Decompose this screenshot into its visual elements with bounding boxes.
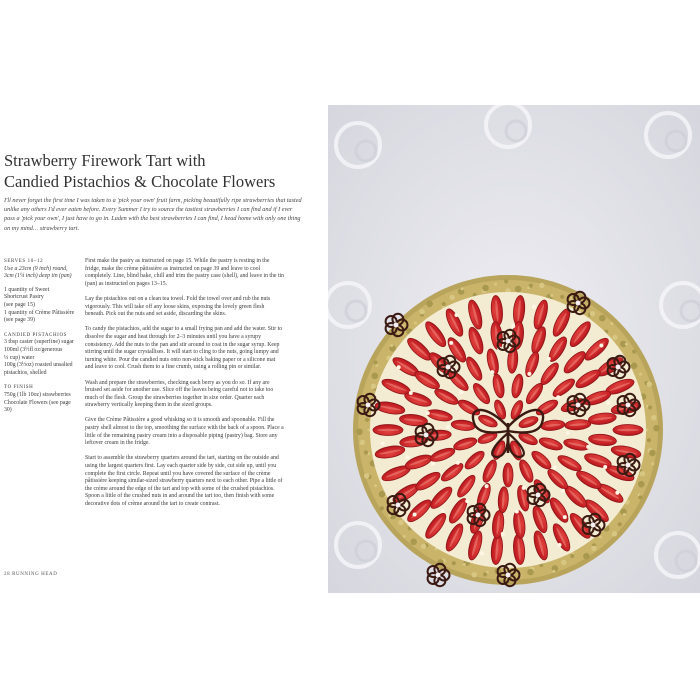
- sugar-pearl: [424, 433, 429, 438]
- pistachio-crumb: [612, 335, 617, 340]
- ingredient-line: 1 quantity of Sweet: [4, 286, 50, 293]
- method-paragraph: To candy the pistachios, add the sugar to a small frying pan and add the water. Stir to dissolve the sugar and heat through for 2–3 minutes until you have a syrupy consistency. Add the nuts to the pan and stir around to coat in the sugar syrup. Keep stirring until the sugar crystallises. It will start to cling to the nuts, going lumpy and turning white. Pour the candied nuts onto non-stick baking paper or a silicone mat and leave to cool. Crush them to a fine crumb, using a rolling pin or similar.: [85, 326, 283, 371]
- method-paragraph: Lay the pistachios out on a clean tea towel. Fold the towel over and rub the nuts vigorously. This will take off any loose skins, exposing the lovely green flesh beneath. Pick out the nuts and set aside, discarding the skins.: [85, 295, 271, 318]
- strawberry-slice-highlight: [507, 467, 509, 483]
- sugar-pearl: [626, 403, 631, 408]
- cream-dot: [449, 341, 453, 345]
- ingredient-line: Shortcrust Pastry: [4, 294, 44, 301]
- pistachio-crumb: [450, 295, 455, 300]
- cream-dot: [480, 551, 484, 555]
- pistachio-crumb: [364, 473, 369, 478]
- method-paragraph: First make the pastry as instructed on page 15. While the pastry is resting in the fridge, make the crème pâtissière as instructed on page 39 and leave to cool completely. Line, blind bake, chill and trim the pastry case (shell), and leave in the tin (pan) as instructed on pages 13–15.: [85, 258, 285, 287]
- pistachio-crumb: [414, 322, 417, 325]
- pistachio-crumb: [472, 572, 477, 577]
- strawberry-slice-highlight: [617, 429, 639, 431]
- pistachio-crumb: [371, 384, 376, 389]
- pistachio-crumb: [410, 539, 417, 546]
- pistachio-crumb: [631, 363, 638, 370]
- pistachio-crumb: [647, 438, 651, 442]
- cream-dot: [397, 365, 401, 369]
- recipe-title-line-1: Strawberry Firework Tart with: [4, 151, 206, 170]
- cream-dot: [615, 491, 619, 495]
- cream-dot: [413, 513, 417, 517]
- ingredient-line: 3 tbsp caster (superfine) sugar: [4, 339, 74, 346]
- pistachio-crumb: [403, 535, 406, 538]
- pistachio-crumb: [539, 283, 544, 288]
- sugar-pearl: [576, 403, 581, 408]
- cream-dot: [571, 347, 575, 351]
- pistachio-crumb: [527, 569, 534, 576]
- left-page: [0, 0, 328, 700]
- cream-dot: [561, 489, 565, 493]
- cream-dot: [553, 466, 557, 470]
- pistachio-crumb: [561, 560, 566, 565]
- photo-page: [328, 105, 700, 593]
- sugar-pearl: [436, 573, 441, 578]
- pistachio-crumb: [625, 343, 628, 346]
- pistachio-crumb: [591, 546, 596, 551]
- cream-dot: [455, 313, 459, 317]
- sugar-pearl: [396, 503, 401, 508]
- candied-pistachios-label: CANDIED PISTACHIOS: [4, 332, 68, 338]
- pistachio-crumb: [651, 415, 656, 420]
- page-number: 28: [4, 572, 11, 577]
- pistachio-crumb: [612, 531, 617, 536]
- cream-dot: [406, 455, 410, 459]
- pistachio-crumb: [647, 381, 652, 386]
- cream-dot: [459, 390, 463, 394]
- pistachio-crumb: [421, 544, 426, 549]
- pistachio-crumb: [623, 513, 626, 516]
- pistachio-crumb: [649, 450, 656, 457]
- cream-dot: [522, 486, 526, 490]
- serves-label: SERVES 10–12: [4, 259, 44, 264]
- page-footer: [4, 572, 57, 577]
- pistachio-crumb: [599, 315, 606, 322]
- cream-dot: [606, 401, 610, 405]
- pistachio-crumb: [653, 425, 660, 432]
- cream-dot: [446, 425, 450, 429]
- pistachio-crumb: [452, 561, 456, 565]
- cream-dot: [547, 357, 551, 361]
- running-head: RUNNING HEAD: [12, 572, 58, 577]
- pistachio-crumb: [638, 495, 642, 499]
- pistachio-crumb: [463, 563, 466, 566]
- sugar-pearl: [616, 365, 621, 370]
- ingredient-line: 100g (3½oz) roasted unsalted: [4, 362, 73, 369]
- ingredient-line: (see page 15): [4, 301, 35, 308]
- pistachio-crumb: [461, 287, 464, 290]
- cream-dot: [586, 445, 590, 449]
- cream-dot: [527, 372, 531, 376]
- cream-dot: [511, 324, 515, 328]
- serves-line: Use a 23cm (9 inch) round,: [4, 265, 68, 272]
- pistachio-crumb: [419, 309, 424, 314]
- strawberry-tart-photo: [328, 105, 700, 593]
- ingredients-column: [4, 258, 80, 415]
- sugar-pearl: [476, 513, 481, 518]
- sugar-pearl: [591, 523, 596, 528]
- cream-dot: [603, 465, 607, 469]
- pistachio-crumb: [379, 491, 386, 498]
- pistachio-crumb: [618, 522, 622, 526]
- pistachio-crumb: [442, 302, 446, 306]
- pistachio-crumb: [494, 283, 497, 286]
- pistachio-crumb: [639, 373, 642, 376]
- cream-dot: [431, 462, 435, 466]
- cream-dot: [556, 395, 560, 399]
- strawberry-slice-highlight: [377, 429, 399, 431]
- pistachio-crumb: [374, 484, 377, 487]
- ingredient-line: 1 quantity of Crème Pâtissière: [4, 309, 75, 316]
- pistachio-crumb: [610, 322, 613, 325]
- cream-dot: [501, 532, 505, 536]
- pistachio-crumb: [529, 284, 533, 288]
- pistachio-crumb: [560, 295, 564, 299]
- pistachio-crumb: [388, 514, 391, 517]
- method-column: [85, 258, 285, 516]
- pistachio-crumb: [483, 572, 487, 576]
- cream-dot: [485, 484, 489, 488]
- cream-dot: [441, 509, 445, 513]
- pistachio-crumb: [632, 350, 636, 354]
- ingredient-line: pistachios, shelled: [4, 369, 47, 376]
- pistachio-crumb: [552, 570, 555, 573]
- recipe-intro: I'll never forget the first time I was taken to a 'pick your own' fruit farm, picking beautifully ripe strawberries that tasted unlike any others I'd ever eaten before. Every Summer I try to source the tastiest strawberries I can find and if I ever pass a 'pick your own', I just have to go in. Laden with the best strawberries I can find, I head home with only one thing on my mind… strawberry tart.: [4, 197, 302, 232]
- cream-dot: [566, 431, 570, 435]
- serves-line: 3cm (1¼ inch) deep tin (pan): [4, 273, 72, 280]
- pistachio-crumb: [504, 279, 508, 283]
- ingredient-line: 750g (1lb 10oz) strawberries: [4, 391, 71, 398]
- cream-dot: [532, 305, 536, 309]
- pistachio-crumb: [372, 373, 379, 380]
- ingredient-line: ⅓ cup) water: [4, 354, 35, 361]
- cream-dot: [456, 461, 460, 465]
- ingredient-line: 100ml (3½fl oz/generous: [4, 346, 63, 353]
- sugar-pearl: [446, 365, 451, 370]
- cream-dot: [558, 543, 562, 547]
- pistachio-crumb: [599, 536, 602, 539]
- pistachio-crumb: [651, 462, 654, 465]
- pistachio-crumb: [374, 360, 378, 364]
- cream-dot: [515, 510, 519, 514]
- pistachio-crumb: [426, 301, 433, 308]
- method-paragraph: Start to assemble the strawberry quarters around the tart, starting on the outside and using the largest quarters first. Lay each quarter side by side, cut side up, until you complete the first circle. Repeat until you have covered the surface of the crème pâtissière keeping similar-sized strawberry quarters next to each other. Pipe a little of the crème around the edge of the tart and top with some of the crushed pistachios. Spoon a little of the crushed nuts in and around the tart too, then finish with some decorative dots of crème around the tart to create contrast.: [85, 455, 283, 507]
- pistachio-crumb: [364, 450, 368, 454]
- sugar-pearl: [366, 403, 371, 408]
- pistachio-crumb: [356, 429, 363, 436]
- sugar-pearl: [506, 573, 511, 578]
- cream-dot: [465, 499, 469, 503]
- sugar-pearl: [536, 493, 541, 498]
- pistachio-crumb: [380, 506, 384, 510]
- cream-dot: [599, 344, 603, 348]
- sugar-pearl: [506, 339, 511, 344]
- method-paragraph: Wash and prepare the strawberries, checking each berry as you do so. If any are bruised set aside for another use. Slice off the leaves being careful not to take too much of the flesh. Group the strawberries together in size order. Quarter each strawberry vertically keeping them in the sized groups.: [85, 379, 274, 409]
- pistachio-crumb: [583, 553, 590, 560]
- pistachio-crumb: [590, 311, 595, 316]
- cream-dot: [563, 515, 567, 519]
- pistachio-crumb: [390, 344, 393, 347]
- pistachio-crumb: [515, 286, 522, 293]
- method-paragraph: Give the Crème Pâtissière a good whisking so it is smooth and spoonable. Fill the pastry shell almost to the top, smoothing the surface with the back of a spoon. Place a little of the remaining pastry cream into a disposable piping (pastry) bag. Store any leftover cream in the fridge.: [85, 417, 284, 447]
- cream-dot: [426, 411, 430, 415]
- cream-dot: [381, 442, 385, 446]
- pistachio-crumb: [482, 285, 489, 292]
- ingredient-line: (see page 39): [4, 317, 35, 324]
- pistachio-crumb: [398, 520, 403, 525]
- pistachio-crumb: [638, 481, 645, 488]
- ingredient-line: Chocolate Flowers (see page: [4, 399, 71, 406]
- recipe-title: [4, 150, 324, 192]
- pistachio-crumb: [550, 294, 553, 297]
- pistachio-crumb: [360, 440, 365, 445]
- pistachio-crumb: [640, 471, 645, 476]
- sugar-pearl: [626, 463, 631, 468]
- pistachio-crumb: [648, 405, 652, 409]
- cream-dot: [409, 391, 413, 395]
- pistachio-crumb: [365, 418, 369, 422]
- pistachio-crumb: [570, 554, 574, 558]
- sugar-pearl: [576, 301, 581, 306]
- recipe-title-line-2: Candied Pistachios & Chocolate Flowers: [4, 172, 276, 191]
- cream-dot: [490, 370, 494, 374]
- to-finish-label: TO FINISH: [4, 385, 34, 391]
- ingredient-line: 30): [4, 407, 12, 414]
- sugar-pearl: [394, 323, 399, 328]
